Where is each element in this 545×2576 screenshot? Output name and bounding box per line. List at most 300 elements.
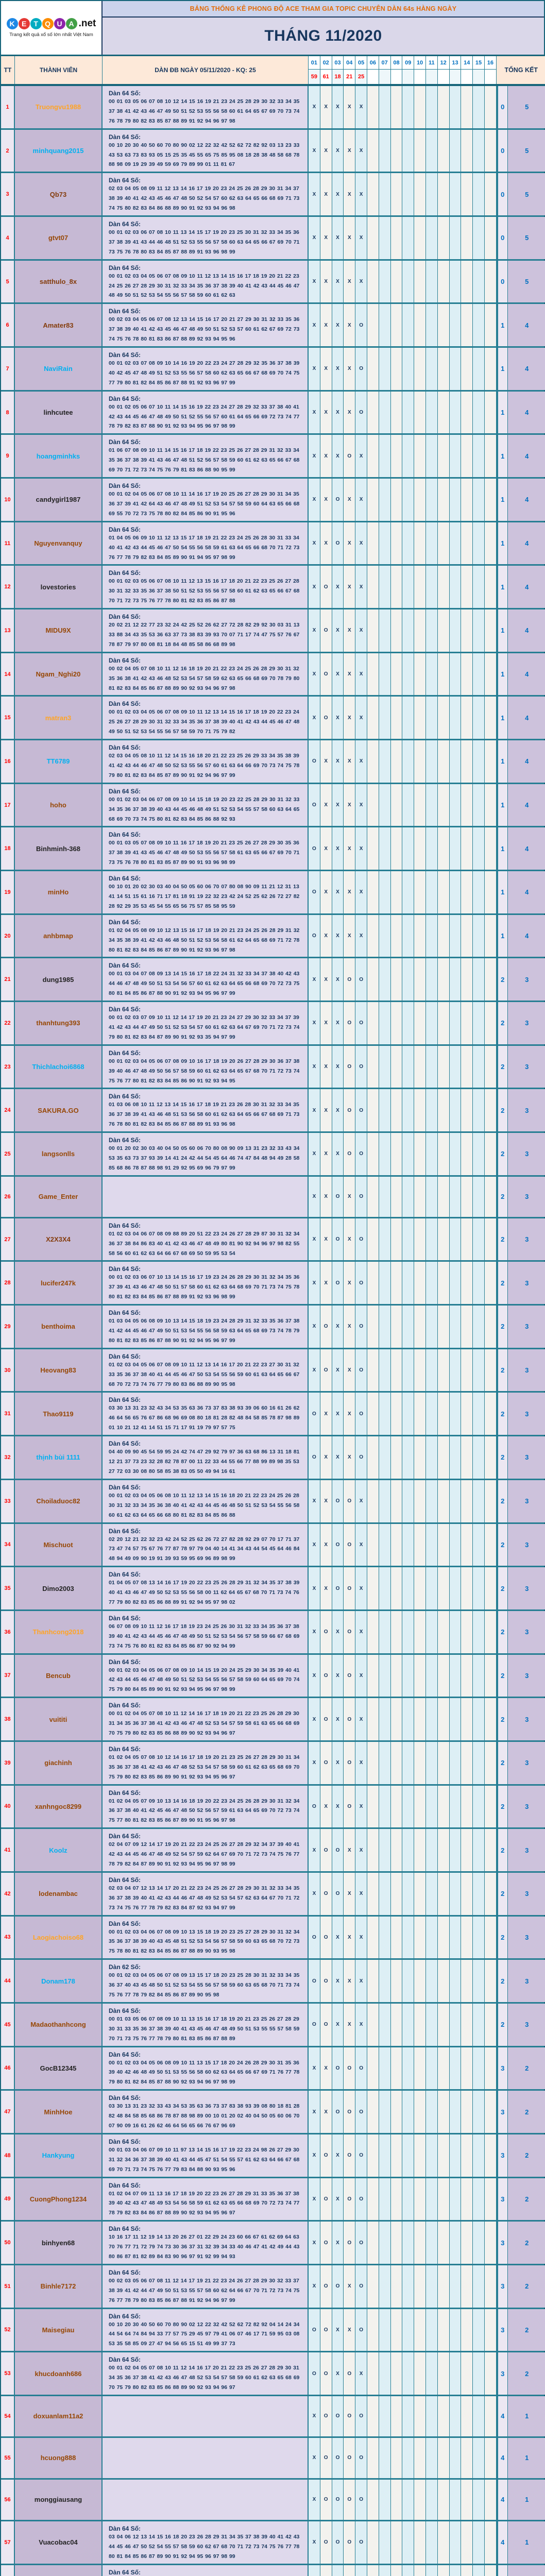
day-mark-10	[414, 1002, 426, 1044]
table-row	[1, 1002, 544, 1046]
dan-cell	[103, 1873, 309, 1915]
day-mark-11	[426, 173, 438, 215]
total-miss: 2	[497, 1742, 508, 1784]
day-mark-8	[391, 1829, 403, 1871]
day-mark-12	[438, 2134, 450, 2177]
day-mark-5: X	[355, 522, 367, 565]
day-mark-8	[391, 1917, 403, 1959]
dan-label: Dàn 64 Số:	[109, 2138, 301, 2145]
dan-label: Dàn 64 Số:	[109, 1440, 301, 1447]
day-mark-14	[461, 784, 473, 826]
row-tt: 27	[1, 1218, 15, 1261]
kq-day-01: 59	[309, 70, 320, 84]
table-row	[1, 2521, 544, 2565]
day-mark-10	[414, 653, 426, 696]
day-mark-9	[402, 609, 414, 652]
dan-label: Dàn 64 Số:	[109, 2569, 301, 2576]
day-mark-8	[391, 653, 403, 696]
day-mark-13	[450, 609, 462, 652]
day-mark-1: O	[309, 827, 320, 870]
day-mark-1: X	[309, 1133, 320, 1175]
row-tt: 36	[1, 1611, 15, 1653]
day-mark-15	[473, 130, 485, 172]
total-miss: 2	[497, 1655, 508, 1697]
day-mark-3: X	[332, 1698, 344, 1740]
day-mark-5: O	[355, 2480, 367, 2520]
day-mark-12	[438, 2091, 450, 2133]
day-mark-9	[402, 479, 414, 521]
row-tt: 39	[1, 1742, 15, 1784]
day-mark-10	[414, 2134, 426, 2177]
logo-letter-t: T	[30, 18, 42, 29]
day-mark-9	[402, 1524, 414, 1566]
day-mark-12	[438, 2004, 450, 2046]
day-mark-14	[461, 2004, 473, 2046]
day-mark-9	[402, 217, 414, 259]
day-mark-12	[438, 2309, 450, 2351]
day-mark-5: O	[355, 1306, 367, 1348]
day-mark-5: X	[355, 1873, 367, 1915]
dan-label: Dàn 64 Số:	[109, 264, 301, 272]
dan-numbers: 02 03 04 05 08 10 11 12 14 15 16 18 20 21 22 23 25 26 29 33 34 35 38 39 41 42 43 44 46 47 48 50 52 53 55 56 57 60 61 63 64 66 69 70 73 74 75 78 79 80 81 82 83 84 85 87 89 90 91 92 94 96 97 99	[109, 751, 301, 781]
day-mark-4: O	[344, 2222, 355, 2264]
day-mark-1	[309, 2565, 320, 2576]
dan-numbers: 00 01 02 04 05 06 07 08 10 11 14 16 17 19 20 25 26 27 28 29 30 31 34 35 36 37 39 41 42 64 43 46 47 48 49 51 52 53 54 57 58 59 60 64 63 65 66 68 69 55 70 72 73 75 78 80 82 84 85 86 90 91 95 96	[109, 489, 301, 519]
day-mark-16	[485, 173, 497, 215]
day-mark-1: X	[309, 566, 320, 608]
day-mark-5: O	[355, 958, 367, 1001]
row-tt: 19	[1, 871, 15, 913]
dan-cell	[103, 2521, 309, 2564]
day-mark-9	[402, 1133, 414, 1175]
table-row	[1, 827, 544, 871]
day-mark-5: X	[355, 653, 367, 696]
day-mark-10	[414, 435, 426, 477]
day-mark-4: O	[344, 2521, 355, 2564]
day-mark-13	[450, 2091, 462, 2133]
row-tt: 47	[1, 2091, 15, 2133]
day-mark-14	[461, 304, 473, 346]
day-mark-7	[379, 1611, 391, 1653]
dan-cell	[103, 2565, 309, 2576]
day-mark-4: X	[344, 522, 355, 565]
day-mark-5: O	[355, 1393, 367, 1435]
total-miss: 3	[497, 2178, 508, 2221]
day-mark-9	[402, 1393, 414, 1435]
day-mark-2: O	[320, 1306, 332, 1348]
day-mark-6	[367, 784, 379, 826]
dan-numbers: 01 02 03 04 06 07 08 09 88 89 20 51 22 23 24 26 27 28 29 87 30 31 32 34 36 37 38 84 86 83 40 41 42 43 46 47 48 49 80 81 90 92 94 96 97 98 82 55 58 56 60 61 62 63 64 66 67 68 69 50 59 95 53 54	[109, 1229, 301, 1259]
total-hit: 3	[508, 1742, 545, 1784]
day-mark-7	[379, 653, 391, 696]
day-mark-13	[450, 1480, 462, 1522]
member-name: minHo	[15, 871, 103, 913]
day-mark-6	[367, 435, 379, 477]
day-mark-10	[414, 1349, 426, 1392]
total-miss	[497, 2565, 508, 2576]
logo-letter-e: E	[19, 18, 30, 29]
day-mark-12	[438, 2222, 450, 2264]
dan-numbers: 02 03 04 05 08 09 11 12 13 14 16 17 19 20 23 24 25 26 28 29 30 31 34 37 38 39 40 41 42 43 45 46 47 48 50 52 54 57 60 62 63 64 65 66 68 69 71 73 74 75 80 82 83 84 86 88 89 90 91 92 93 94 96 98	[109, 184, 301, 213]
day-mark-1: O	[309, 740, 320, 783]
day-mark-10	[414, 2438, 426, 2478]
day-mark-11	[426, 653, 438, 696]
day-mark-8	[391, 2265, 403, 2308]
day-mark-16	[485, 697, 497, 739]
day-mark-4: X	[344, 1917, 355, 1959]
day-mark-2: X	[320, 1133, 332, 1175]
day-mark-9	[402, 1611, 414, 1653]
day-mark-12	[438, 1698, 450, 1740]
day-mark-10	[414, 1393, 426, 1435]
day-mark-15	[473, 86, 485, 128]
dan-cell	[103, 1611, 309, 1653]
day-mark-8	[391, 566, 403, 608]
total-miss: 1	[497, 435, 508, 477]
day-mark-13	[450, 1873, 462, 1915]
day-mark-14	[461, 1046, 473, 1088]
dan-cell	[103, 1655, 309, 1697]
day-mark-13	[450, 1829, 462, 1871]
table-row	[1, 2565, 544, 2576]
table-row	[1, 566, 544, 609]
total-hit: 5	[508, 86, 545, 128]
dan-numbers: 00 01 02 04 05 07 08 10 11 12 14 16 17 20 21 22 23 25 26 27 28 29 30 31 34 35 36 37 38 41 42 43 46 47 48 52 53 54 57 58 59 60 61 62 63 65 68 69 70 75 79 80 82 83 85 86 88 89 90 92 93 94 96 97	[109, 2363, 301, 2393]
table-row	[1, 1349, 544, 1393]
total-miss: 2	[497, 1133, 508, 1175]
day-mark-13	[450, 2222, 462, 2264]
dan-numbers: 00 01 02 03 06 07 08 10 11 13 14 15 17 19 20 23 25 30 31 32 33 34 35 36 37 38 39 41 43 44 46 48 51 52 53 55 56 57 58 60 63 64 65 66 67 69 70 71 73 75 76 78 80 83 84 85 87 88 89 91 93 96 98 99	[109, 228, 301, 257]
day-mark-13	[450, 130, 462, 172]
day-mark-5: X	[355, 784, 367, 826]
day-mark-1: X	[309, 479, 320, 521]
dan-numbers: 01 02 04 05 07 09 10 13 14 16 18 19 20 22 23 24 25 26 28 29 30 31 32 34 36 37 38 40 41 42 45 46 47 48 50 52 56 57 59 61 63 64 65 69 70 72 73 74 75 77 80 81 82 83 85 86 87 89 90 91 95 96 97 98	[109, 1797, 301, 1826]
day-mark-5: O	[355, 2222, 367, 2264]
day-mark-13	[450, 1306, 462, 1348]
day-mark-4: X	[344, 697, 355, 739]
day-mark-11	[426, 1567, 438, 1609]
day-mark-15	[473, 2521, 485, 2564]
day-mark-13	[450, 2309, 462, 2351]
day-mark-12	[438, 915, 450, 957]
day-mark-1: X	[309, 2396, 320, 2436]
dan-cell	[103, 304, 309, 346]
day-mark-6	[367, 1655, 379, 1697]
row-tt: 18	[1, 827, 15, 870]
day-mark-5: X	[355, 1917, 367, 1959]
day-mark-2: X	[320, 1393, 332, 1435]
day-mark-16	[485, 522, 497, 565]
dan-label: Dàn 64 Số:	[109, 2313, 301, 2320]
day-mark-1: X	[309, 1046, 320, 1088]
day-mark-2: X	[320, 479, 332, 521]
day-mark-2: X	[320, 1436, 332, 1479]
day-mark-2: X	[320, 2047, 332, 2090]
total-hit: 2	[508, 2309, 545, 2351]
day-mark-5: O	[355, 1262, 367, 1304]
day-mark-6	[367, 1393, 379, 1435]
dan-label: Dàn 64 Số:	[109, 1702, 301, 1709]
day-mark-9	[402, 1436, 414, 1479]
row-tt: 40	[1, 1786, 15, 1828]
day-mark-4: O	[344, 1480, 355, 1522]
day-mark-16	[485, 1046, 497, 1088]
dan-label: Dàn 64 Số:	[109, 221, 301, 228]
day-mark-6	[367, 1786, 379, 1828]
day-mark-7	[379, 1089, 391, 1131]
day-mark-13	[450, 958, 462, 1001]
day-mark-15	[473, 1917, 485, 1959]
kq-day-10	[414, 70, 426, 84]
day-mark-4: O	[344, 2480, 355, 2520]
day-mark-7	[379, 915, 391, 957]
day-mark-6	[367, 2222, 379, 2264]
day-mark-9	[402, 2004, 414, 2046]
dan-cell	[103, 1698, 309, 1740]
day-mark-8	[391, 1089, 403, 1131]
day-mark-1: X	[309, 1611, 320, 1653]
day-mark-3: X	[332, 1960, 344, 2002]
day-mark-7	[379, 2480, 391, 2520]
day-mark-5: X	[355, 1698, 367, 1740]
day-mark-4: O	[344, 958, 355, 1001]
row-tt: 9	[1, 435, 15, 477]
day-mark-16	[485, 2438, 497, 2478]
total-miss: 2	[497, 1480, 508, 1522]
day-mark-1: X	[309, 2438, 320, 2478]
dan-cell	[103, 566, 309, 608]
day-mark-13	[450, 871, 462, 913]
day-mark-8	[391, 2309, 403, 2351]
day-mark-7	[379, 173, 391, 215]
day-mark-10	[414, 479, 426, 521]
day-mark-9	[402, 1786, 414, 1828]
day-mark-11	[426, 348, 438, 390]
total-hit: 3	[508, 1089, 545, 1131]
member-name: Thichlachoi6868	[15, 1046, 103, 1088]
day-mark-11	[426, 2178, 438, 2221]
total-miss: 2	[497, 1046, 508, 1088]
table-row	[1, 2047, 544, 2091]
day-mark-2: X	[320, 1046, 332, 1088]
day-mark-14	[461, 2480, 473, 2520]
day-mark-4: O	[344, 1089, 355, 1131]
dan-cell	[103, 479, 309, 521]
day-mark-10	[414, 2521, 426, 2564]
day-mark-9	[402, 871, 414, 913]
banner-subtitle: BẢNG THỐNG KÊ PHONG ĐỘ ACE THAM GIA TOPIC CHUYÊN DÀN 64s HÀNG NGÀY	[103, 1, 544, 18]
member-name: doxuanlam11a2	[15, 2396, 103, 2436]
row-tt: 46	[1, 2047, 15, 2090]
day-mark-11	[426, 479, 438, 521]
day-mark-7	[379, 2396, 391, 2436]
day-mark-3: O	[332, 2480, 344, 2520]
day-mark-1: X	[309, 1567, 320, 1609]
total-hit: 5	[508, 173, 545, 215]
day-mark-7	[379, 2134, 391, 2177]
day-mark-9	[402, 1698, 414, 1740]
dan-numbers: 00 01 02 03 04 05 06 07 08 09 10 16 17 18 19 20 26 27 28 29 30 36 37 38 39 40 46 47 48 49 50 56 57 58 59 60 61 62 63 64 65 67 68 70 71 72 73 74 75 76 77 80 81 82 83 84 85 86 90 91 92 93 94 95	[109, 1057, 301, 1086]
day-mark-15	[473, 2480, 485, 2520]
dan-cell	[103, 1306, 309, 1348]
kq-day-16	[485, 70, 497, 84]
day-mark-7	[379, 86, 391, 128]
day-mark-2: O	[320, 2521, 332, 2564]
day-mark-11	[426, 1393, 438, 1435]
table-row	[1, 2091, 544, 2134]
day-mark-15	[473, 740, 485, 783]
day-mark-4: X	[344, 1436, 355, 1479]
kq-day-06	[367, 70, 379, 84]
day-mark-8	[391, 827, 403, 870]
total-hit: 3	[508, 2004, 545, 2046]
row-tt: 30	[1, 1349, 15, 1392]
day-mark-11	[426, 915, 438, 957]
dan-cell	[103, 1218, 309, 1261]
row-tt: 22	[1, 1002, 15, 1044]
day-mark-15	[473, 348, 485, 390]
day-mark-11	[426, 1046, 438, 1088]
day-mark-5: X	[355, 217, 367, 259]
dan-label: Dàn 64 Số:	[109, 482, 301, 489]
row-tt: 25	[1, 1133, 15, 1175]
day-mark-11	[426, 1133, 438, 1175]
day-mark-7	[379, 1524, 391, 1566]
day-mark-14	[461, 871, 473, 913]
day-mark-2: O	[320, 1917, 332, 1959]
day-mark-12	[438, 1829, 450, 1871]
day-mark-4: X	[344, 1873, 355, 1915]
row-tt: 16	[1, 740, 15, 783]
day-mark-7	[379, 1002, 391, 1044]
day-mark-8	[391, 2004, 403, 2046]
day-mark-12	[438, 1133, 450, 1175]
day-mark-10	[414, 2004, 426, 2046]
day-mark-6	[367, 1698, 379, 1740]
dan-numbers: 00 02 04 05 07 08 10 11 12 16 18 19 20 21 22 23 24 25 26 28 29 30 31 32 35 36 38 41 42 43 46 48 52 53 54 57 58 59 62 63 65 66 68 69 70 78 79 80 81 82 83 84 85 86 87 88 89 90 92 93 94 96 97 98	[109, 664, 301, 693]
day-header-07: 07	[379, 56, 391, 70]
day-mark-14	[461, 173, 473, 215]
dan-cell	[103, 2047, 309, 2090]
total-miss: 3	[497, 2047, 508, 2090]
total-hit: 4	[508, 479, 545, 521]
day-mark-16	[485, 609, 497, 652]
total-miss: 1	[497, 522, 508, 565]
day-mark-11	[426, 1873, 438, 1915]
day-mark-15	[473, 2178, 485, 2221]
dan-cell	[103, 784, 309, 826]
day-mark-1: X	[309, 392, 320, 434]
total-miss: 0	[497, 86, 508, 128]
day-mark-12	[438, 1393, 450, 1435]
dan-numbers: 00 01 03 04 06 07 09 10 11 97 13 14 15 16 17 19 22 23 24 98 26 27 29 30 31 32 34 36 37 38 39 40 41 43 44 45 47 51 54 55 57 61 62 63 64 66 67 68 69 70 71 73 74 75 76 77 79 83 84 88 90 93 95 96	[109, 2145, 301, 2175]
day-mark-4: O	[344, 435, 355, 477]
day-mark-14	[461, 1829, 473, 1871]
row-tt: 1	[1, 86, 15, 128]
day-mark-16	[485, 1349, 497, 1392]
total-hit: 3	[508, 1177, 545, 1217]
day-mark-9	[402, 2521, 414, 2564]
total-miss: 2	[497, 1218, 508, 1261]
dan-label: Dàn 64 Số:	[109, 744, 301, 751]
day-mark-16	[485, 1133, 497, 1175]
dan-label: Dàn 64 Số:	[109, 919, 301, 926]
day-mark-1: X	[309, 958, 320, 1001]
total-hit: 3	[508, 1917, 545, 1959]
day-mark-2: X	[320, 392, 332, 434]
total-hit: 2	[508, 2352, 545, 2395]
day-mark-13	[450, 1002, 462, 1044]
day-mark-1: X	[309, 348, 320, 390]
day-mark-16	[485, 1873, 497, 1915]
day-mark-4	[344, 2565, 355, 2576]
day-mark-16	[485, 1960, 497, 2002]
row-tt: 33	[1, 1480, 15, 1522]
day-mark-15	[473, 1873, 485, 1915]
dan-label: Dàn 64 Số:	[109, 308, 301, 315]
day-mark-10	[414, 740, 426, 783]
page-title: THÁNG 11/2020	[103, 18, 544, 55]
day-mark-12	[438, 217, 450, 259]
day-mark-15	[473, 1089, 485, 1131]
member-name: NaviRain	[15, 348, 103, 390]
table-row	[1, 2480, 544, 2521]
day-mark-5: X	[355, 1655, 367, 1697]
day-mark-8	[391, 609, 403, 652]
day-mark-7	[379, 827, 391, 870]
day-mark-14	[461, 1480, 473, 1522]
day-mark-5: X	[355, 697, 367, 739]
day-mark-6	[367, 915, 379, 957]
day-mark-15	[473, 1306, 485, 1348]
total-hit: 2	[508, 2091, 545, 2133]
day-mark-1: X	[309, 1177, 320, 1217]
member-name: Vuacobac04	[15, 2521, 103, 2564]
day-mark-6	[367, 1306, 379, 1348]
day-mark-3: X	[332, 2004, 344, 2046]
row-tt: 13	[1, 609, 15, 652]
day-mark-5: O	[355, 2521, 367, 2564]
dan-numbers: 00 01 02 03 04 05 06 07 08 09 10 11 12 13 14 15 16 17 18 19 20 22 23 24 25 26 27 28 29 30 31 32 33 34 35 36 37 38 39 40 41 42 43 44 45 46 47 48 49 50 51 52 53 54 55 56 57 58 59 70 71 75 79 82	[109, 707, 301, 737]
day-mark-1: O	[309, 1436, 320, 1479]
day-mark-11	[426, 2265, 438, 2308]
total-hit: 3	[508, 1655, 545, 1697]
day-mark-11	[426, 740, 438, 783]
member-name: xanhngoc8299	[15, 1786, 103, 1828]
day-mark-13	[450, 1917, 462, 1959]
day-mark-16	[485, 2047, 497, 2090]
day-mark-13	[450, 2265, 462, 2308]
day-mark-6	[367, 1742, 379, 1784]
day-mark-10	[414, 915, 426, 957]
day-mark-16	[485, 1786, 497, 1828]
day-mark-9	[402, 1218, 414, 1261]
total-hit: 3	[508, 958, 545, 1001]
day-mark-12	[438, 566, 450, 608]
day-mark-5: O	[355, 2178, 367, 2221]
day-mark-3: X	[332, 1611, 344, 1653]
day-mark-11	[426, 827, 438, 870]
row-tt	[1, 2565, 15, 2576]
day-mark-12	[438, 697, 450, 739]
day-mark-1: X	[309, 1306, 320, 1348]
dan-cell	[103, 2134, 309, 2177]
day-mark-1: X	[309, 1829, 320, 1871]
dan-cell	[103, 217, 309, 259]
dan-cell	[103, 1349, 309, 1392]
table-row	[1, 958, 544, 1002]
day-mark-16	[485, 1306, 497, 1348]
